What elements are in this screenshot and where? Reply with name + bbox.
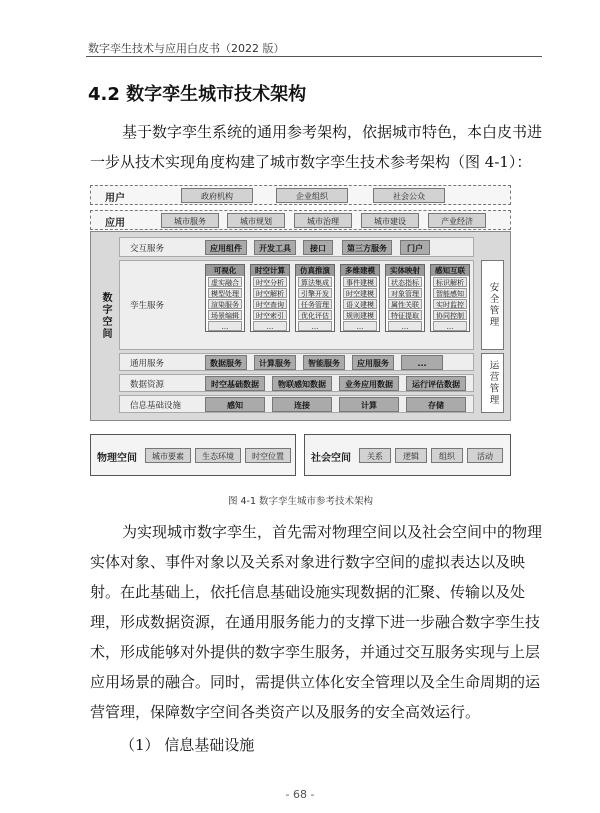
- infrastructure-layer: [119, 395, 474, 413]
- twin-column-item: 协同控制: [433, 310, 467, 320]
- security-management-box: 安全管理: [481, 260, 504, 350]
- intro-paragraph-text: 基于数字孪生系统的通用参考架构，依据城市特色，本白皮书进一步从技术实现角度构建了城市数字孪生技术参考架构（图 4-1）：: [90, 123, 543, 171]
- user-item: 政府机构: [181, 188, 253, 203]
- twin-column-item: 状态指标: [388, 277, 422, 287]
- infrastructure-label: 信息基础设施: [130, 401, 182, 411]
- application-row: [90, 210, 511, 230]
- twin-column-item: 事件建模: [343, 277, 377, 287]
- interaction-item: 接口: [303, 240, 333, 255]
- twin-column-perception: [430, 264, 470, 332]
- application-item: 城市建设: [361, 213, 419, 228]
- data-resource-item: 运行评估数据: [406, 376, 466, 391]
- twin-column-item: 特征提取: [388, 310, 422, 320]
- twin-column-item: 优化评估: [298, 310, 332, 320]
- page-number: - 68 -: [285, 788, 315, 801]
- operations-management-box: 运营管理: [481, 353, 504, 413]
- list-item-heading: （1） 信息基础设施: [120, 736, 255, 754]
- twin-column-item: 时空索引: [253, 310, 287, 320]
- twin-column-head: 时空计算: [251, 265, 289, 276]
- twin-column-visualization: [205, 264, 245, 332]
- general-service-label: 通用服务: [130, 359, 165, 369]
- application-row-label: 应用: [105, 218, 125, 229]
- twin-column-item: 时空建模: [343, 288, 377, 298]
- twin-column-item: 时空查询: [253, 299, 287, 309]
- twin-column-item: ...: [208, 321, 242, 331]
- twin-column-item: 属性关联: [388, 299, 422, 309]
- social-space-item: 逻辑: [395, 448, 427, 463]
- running-header: 数字孪生技术与应用白皮书（2022 版）: [88, 42, 285, 55]
- application-item: 城市服务: [161, 213, 219, 228]
- twin-column-item: 智能感知: [433, 288, 467, 298]
- interaction-label: 交互服务: [130, 244, 165, 254]
- twin-column-item: 实时监控: [433, 299, 467, 309]
- social-space-item: 关系: [359, 448, 391, 463]
- twin-column-item: 对象管理: [388, 288, 422, 298]
- twin-column-item: 引擎开发: [298, 288, 332, 298]
- social-space-block: [304, 434, 511, 476]
- user-item: 企业组织: [276, 188, 348, 203]
- twin-column-item: 语义建模: [343, 299, 377, 309]
- twin-column-item: 规则建模: [343, 310, 377, 320]
- twin-column-item: 模型处理: [208, 288, 242, 298]
- intro-paragraph: [90, 117, 545, 177]
- user-row-label: 用户: [105, 193, 125, 204]
- social-space-item: 组织: [431, 448, 463, 463]
- twin-column-item: 场景编辑: [208, 310, 242, 320]
- user-row: [90, 185, 511, 205]
- figure-caption: 图 4-1 数字孪生城市参考技术架构: [227, 496, 374, 507]
- data-resource-item: 时空基础数据: [205, 376, 265, 391]
- interaction-item: 应用组件: [205, 240, 247, 255]
- social-space-item: 活动: [467, 448, 503, 463]
- twin-column-head: 可视化: [206, 265, 244, 276]
- twin-column-item: 标识解析: [433, 277, 467, 287]
- interaction-layer: [119, 237, 474, 257]
- interaction-item: 门户: [400, 240, 430, 255]
- twin-column-item: 算法集成: [298, 277, 332, 287]
- infrastructure-item: 存储: [406, 397, 466, 412]
- application-item: 城市规划: [227, 213, 285, 228]
- twin-column-item: ...: [433, 321, 467, 331]
- interaction-item: 开发工具: [254, 240, 296, 255]
- twin-column-item: 渲染服务: [208, 299, 242, 309]
- infrastructure-item: 感知: [205, 397, 265, 412]
- infrastructure-item: 连接: [272, 397, 332, 412]
- header-divider: [86, 56, 542, 57]
- section-title: 4.2 数字孪生城市技术架构: [88, 84, 307, 105]
- general-service-item: 智能服务: [303, 355, 345, 370]
- twin-column-item: ...: [388, 321, 422, 331]
- twin-column-item: ...: [343, 321, 377, 331]
- twin-column-head: 感知互联: [431, 265, 469, 276]
- twin-column-head: 仿真推演: [296, 265, 334, 276]
- application-item: 城市治理: [294, 213, 352, 228]
- twin-service-label: 孪生服务: [130, 301, 165, 311]
- physical-space-label: 物理空间: [97, 453, 137, 464]
- interaction-item: 第三方服务: [342, 240, 392, 255]
- twin-column-modeling: [340, 264, 380, 332]
- body-paragraph-text: 为实现城市数字孪生，首先需对物理空间以及社会空间中的物理实体对象、事件对象以及关系对象进行数字空间的虚拟表达以及映射。在此基础上，依托信息基础设施实现数据的汇聚、传输以及处理，形成数据资源，在通用服务能力的支撑下进一步融合数字孪生技术，形成能够对外提供的数字孪生服务，并通过交互服务实现与上层应用场景的融合。同时，需提供立体化安全管理以及全生命周期的运营管理，保障数字空间各类资产以及服务的安全高效运行。: [90, 523, 543, 721]
- twin-column-item: 任务管理: [298, 299, 332, 309]
- twin-service-layer: [119, 260, 474, 350]
- body-paragraph: [90, 517, 545, 727]
- data-resource-label: 数据资源: [130, 380, 165, 390]
- social-space-label: 社会空间: [311, 453, 351, 464]
- physical-space-item: 生态环境: [195, 448, 241, 463]
- twin-column-head: 实体映射: [386, 265, 424, 276]
- twin-column-head: 多维建模: [341, 265, 379, 276]
- physical-space-item: 时空位置: [245, 448, 291, 463]
- twin-column-mapping: [385, 264, 425, 332]
- general-service-item: ...: [401, 355, 443, 370]
- general-service-item: 应用服务: [352, 355, 394, 370]
- infrastructure-item: 计算: [339, 397, 399, 412]
- twin-column-item: ...: [298, 321, 332, 331]
- twin-column-simulation: [295, 264, 335, 332]
- data-resource-item: 业务应用数据: [339, 376, 399, 391]
- twin-column-spatiotemporal: [250, 264, 290, 332]
- general-service-layer: [119, 353, 474, 371]
- application-item: 产业经济: [428, 213, 486, 228]
- physical-space-item: 城市要素: [145, 448, 191, 463]
- twin-column-item: 时空解析: [253, 288, 287, 298]
- data-resource-layer: [119, 374, 474, 392]
- physical-space-block: [90, 434, 296, 476]
- general-service-item: 数据服务: [205, 355, 247, 370]
- twin-column-item: ...: [253, 321, 287, 331]
- digital-space-label: 数字空间: [100, 292, 111, 340]
- data-resource-item: 物联感知数据: [272, 376, 332, 391]
- general-service-item: 计算服务: [254, 355, 296, 370]
- twin-column-item: 虚实融合: [208, 277, 242, 287]
- twin-column-item: 时空分析: [253, 277, 287, 287]
- digital-space-block: [90, 231, 511, 421]
- user-item: 社会公众: [373, 188, 445, 203]
